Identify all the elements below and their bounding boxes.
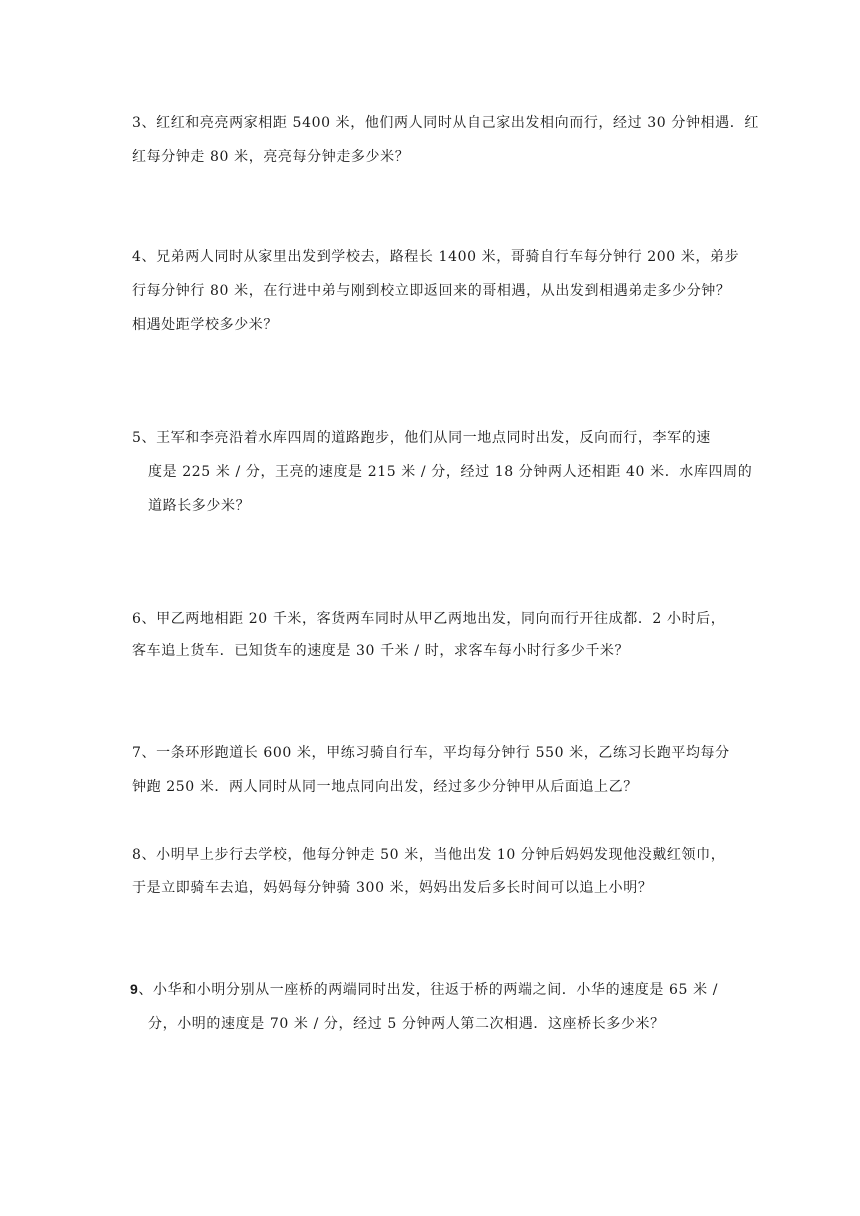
problem-3-line-1: 3、红红和亮亮两家相距 5400 米，他们两人同时从自己家出发相向而行，经过 30 分钟相遇．红 (132, 115, 759, 131)
problem-6-line-1: 6、甲乙两地相距 20 千米，客货两车同时从甲乙两地出发，同向而行开往成都．2 小时后， (132, 611, 726, 627)
problem-9-line-1 (130, 980, 718, 999)
problem-4-line-1: 4、兄弟两人同时从家里出发到学校去，路程长 1400 米，哥骑自行车每分钟行 200 米，弟步 (132, 249, 740, 265)
problem-8-line-1: 8、小明早上步行去学校，他每分钟走 50 米，当他出发 10 分钟后妈妈发现他没戴红领巾， (132, 847, 726, 863)
problem-9-number: 9 (130, 981, 139, 997)
problem-5-line-2: 度是 225 米 / 分，王亮的速度是 215 米 / 分，经过 18 分钟两人还相距 40 米．水库四周的 (148, 464, 753, 480)
problem-5-line-1: 5、王军和李亮沿着水库四周的道路跑步，他们从同一地点同时出发，反向而行，李军的速 (132, 430, 711, 446)
problem-8-line-2: 于是立即骑车去追，妈妈每分钟骑 300 米，妈妈出发后多长时间可以追上小明？ (132, 880, 653, 896)
problem-9-line-1-text: 、小华和小明分别从一座桥的两端同时出发，往返于桥的两端之间．小华的速度是 65 米 / (138, 982, 719, 998)
problem-4-line-3: 相遇处距学校多少米？ (132, 317, 278, 333)
problem-3-line-2: 红每分钟走 80 米，亮亮每分钟走多少米？ (132, 149, 410, 165)
problem-4-line-2: 行每分钟行 80 米，在行进中弟与刚到校立即返回来的哥相遇，从出发到相遇弟走多少分钟？ (132, 283, 731, 299)
problem-9-line-2: 分，小明的速度是 70 米 / 分，经过 5 分钟两人第二次相遇．这座桥长多少米？ (148, 1016, 665, 1032)
problem-6-line-2: 客车追上货车．已知货车的速度是 30 千米 / 时，求客车每小时行多少千米？ (132, 643, 630, 659)
problem-5-line-3: 道路长多少米？ (148, 498, 251, 514)
problem-7-line-2: 钟跑 250 米．两人同时从同一地点同向出发，经过多少分钟甲从后面追上乙？ (132, 779, 638, 795)
problem-7-line-1: 7、一条环形跑道长 600 米，甲练习骑自行车，平均每分钟行 550 米，乙练习长跑平均每分 (132, 745, 730, 761)
